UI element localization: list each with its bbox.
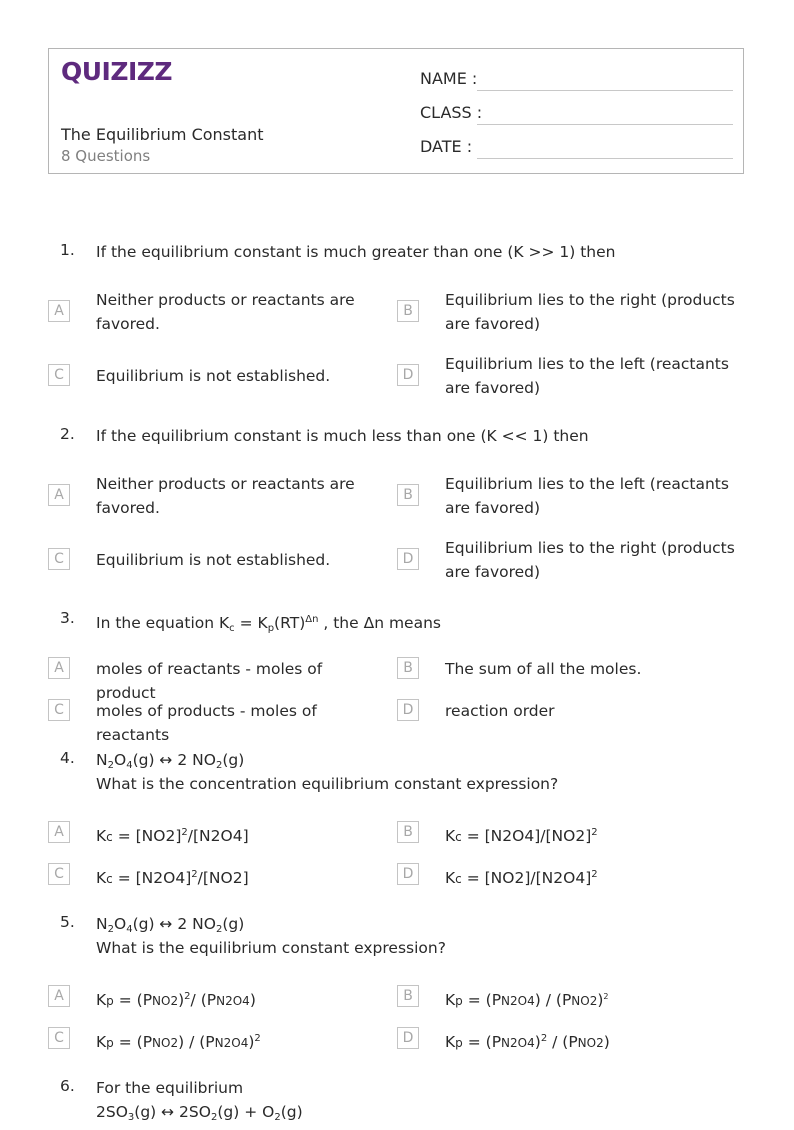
question-text: For the equilibrium	[96, 1079, 244, 1097]
question-text: In the equation $K_c = K_p(RT)^{\Delta n}$ , the Δn means	[96, 614, 441, 634]
option-d: $Kc = [NO2]/[N2O4]^2$	[445, 869, 598, 887]
option-box-c[interactable]: C	[48, 1027, 70, 1049]
question-equation: $2SO_3(g)$ ↔ $2SO_2(g) + O_2(g)$	[96, 1103, 303, 1123]
question-text: What is the equilibrium constant expression?	[96, 939, 446, 957]
option-box-a[interactable]: A	[48, 300, 70, 322]
worksheet-header	[48, 48, 744, 174]
option-box-b[interactable]: B	[397, 300, 419, 322]
option-c: $Kc = [N2O4]^2/[NO2]$	[96, 869, 249, 887]
question-text: What is the concentration equilibrium constant expression?	[96, 775, 559, 793]
question-number: 4.	[60, 749, 75, 767]
option-box-d[interactable]: D	[397, 548, 419, 570]
question-equation: $N_2O_4(g)$ ↔ 2 $NO_2(g)$	[96, 915, 245, 935]
question-number: 1.	[60, 241, 75, 259]
question-number: 6.	[60, 1077, 75, 1095]
option-b: The sum of all the moles.	[445, 660, 642, 678]
option-a: $Kc = [NO2]^2/[N2O4]$	[96, 827, 249, 845]
question-text: If the equilibrium constant is much less than one (K << 1) then	[96, 427, 589, 445]
question-text: If the equilibrium constant is much greater than one (K >> 1) then	[96, 243, 616, 261]
option-a: Neither products or reactants are favored.	[96, 475, 355, 517]
option-box-d[interactable]: D	[397, 364, 419, 386]
option-box-a[interactable]: A	[48, 985, 70, 1007]
option-box-d[interactable]: D	[397, 699, 419, 721]
option-a: moles of reactants - moles of product	[96, 660, 323, 702]
option-c: Equilibrium is not established.	[96, 367, 331, 385]
question-count: 8 Questions	[61, 147, 151, 165]
option-a: $Kp = (PNO2)^2/$ (PN2O4)	[96, 991, 256, 1009]
option-box-c[interactable]: C	[48, 548, 70, 570]
quizizz-logo: QUIZIZZ	[61, 57, 173, 86]
name-label: NAME :	[420, 69, 478, 88]
option-box-a[interactable]: A	[48, 821, 70, 843]
class-line[interactable]	[477, 123, 733, 125]
option-d: reaction order	[445, 702, 555, 720]
option-c: moles of products - moles of reactants	[96, 702, 317, 744]
option-box-d[interactable]: D	[397, 1027, 419, 1049]
option-box-a[interactable]: A	[48, 484, 70, 506]
option-d: Equilibrium lies to the right (products are favored)	[445, 539, 735, 581]
date-label: DATE :	[420, 137, 473, 156]
option-b: $Kc = [N2O4]/[NO2]^2$	[445, 827, 598, 845]
option-d: Equilibrium lies to the left (reactants are favored)	[445, 355, 729, 397]
option-box-a[interactable]: A	[48, 657, 70, 679]
question-number: 5.	[60, 913, 75, 931]
date-line[interactable]	[477, 157, 733, 159]
option-c: $Kp = (PNO2) / (PN2O4)^2$	[96, 1033, 261, 1051]
option-box-c[interactable]: C	[48, 863, 70, 885]
option-box-b[interactable]: B	[397, 657, 419, 679]
option-box-b[interactable]: B	[397, 484, 419, 506]
option-b: Equilibrium lies to the right (products are favored)	[445, 291, 735, 333]
option-d: $Kp = (PN2O4)^2 / (PNO2)$	[445, 1033, 610, 1051]
class-label: CLASS :	[420, 103, 483, 122]
option-c: Equilibrium is not established.	[96, 551, 331, 569]
option-box-d[interactable]: D	[397, 863, 419, 885]
option-box-b[interactable]: B	[397, 821, 419, 843]
option-b: $Kp = (PN2O4) / (PNO2)^2$	[445, 991, 609, 1009]
question-equation: $N_2O_4(g)$ ↔ 2 $NO_2(g)$	[96, 751, 245, 771]
option-b: Equilibrium lies to the left (reactants are favored)	[445, 475, 729, 517]
option-box-c[interactable]: C	[48, 364, 70, 386]
name-line[interactable]	[477, 89, 733, 91]
option-box-b[interactable]: B	[397, 985, 419, 1007]
question-number: 2.	[60, 425, 75, 443]
question-number: 3.	[60, 609, 75, 627]
option-a: Neither products or reactants are favored.	[96, 291, 355, 333]
worksheet-title: The Equilibrium Constant	[61, 125, 264, 144]
option-box-c[interactable]: C	[48, 699, 70, 721]
